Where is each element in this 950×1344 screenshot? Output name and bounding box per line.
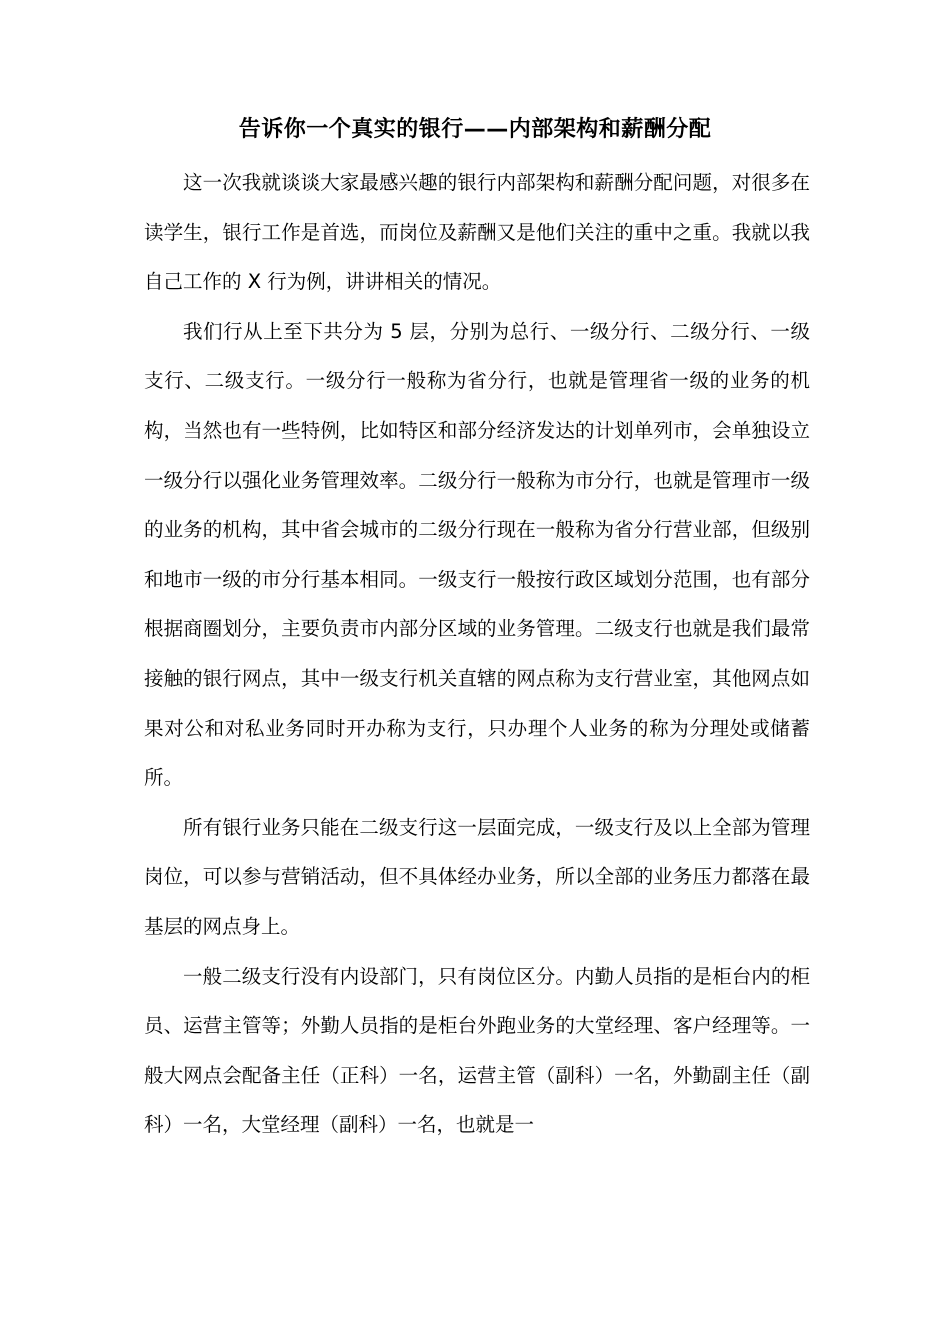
document-body <box>144 158 810 1150</box>
paragraph-intro: 这一次我就谈谈大家最感兴趣的银行内部架构和薪酬分配问题，对很多在读学生，银行工作是首选，而岗位及薪酬又是他们关注的重中之重。我就以我自己工作的 X 行为例，讲讲相关的情况。 <box>144 171 810 294</box>
paragraph-branch-positions: 一般二级支行没有内设部门，只有岗位区分。内勤人员指的是柜台内的柜员、运营主管等；外勤人员指的是柜台外跑业务的大堂经理、客户经理等。一般大网点会配备主任（正科）一名，运营主管（副科）一名，外勤副主任（副科）一名，大堂经理（副科）一名，也就是一 <box>144 964 810 1137</box>
paragraph-structure: 我们行从上至下共分为 5 层，分别为总行、一级分行、二级分行、一级支行、二级支行。一级分行一般称为省分行，也就是管理省一级的业务的机构，当然也有一些特例，比如特区和部分经济发达的计划单列市，会单独设立一级分行以强化业务管理效率。二级分行一般称为市分行，也就是管理市一级的业务的机构，其中省会城市的二级分行现在一般称为省分行营业部，但级别和地市一级的市分行基本相同。一级支行一般按行政区域划分范围，也有部分根据商圈划分，主要负责市内部分区域的业务管理。二级支行也就是我们最常接触的银行网点，其中一级支行机关直辖的网点称为支行营业室，其他网点如果对公和对私业务同时开办称为支行，只办理个人业务的称为分理处或储蓄所。 <box>144 319 810 790</box>
document-title: 告诉你一个真实的银行——内部架构和薪酬分配 <box>238 117 712 142</box>
paragraph-business-level: 所有银行业务只能在二级支行这一层面完成，一级支行及以上全部为管理岗位，可以参与营销活动，但不具体经办业务，所以全部的业务压力都落在最基层的网点身上。 <box>144 815 810 938</box>
